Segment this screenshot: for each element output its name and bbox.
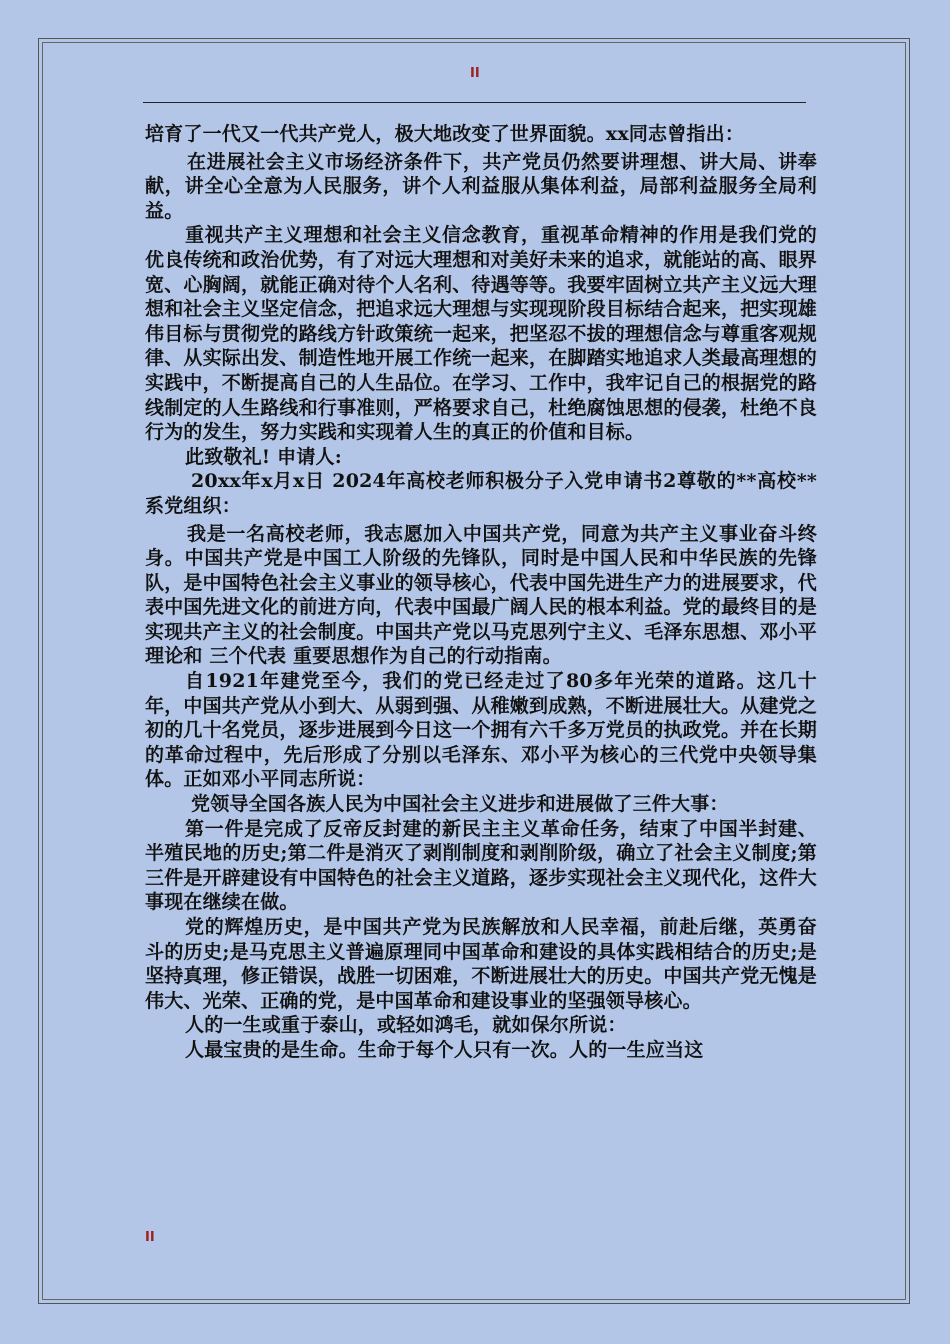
paragraph: 此致敬礼! 申请人: (185, 445, 342, 468)
paragraph: 党领导全国各族人民为中国社会主义进步和进展做了三件大事： (191, 793, 729, 816)
paragraph: 20xx年x月x日 2024年高校老师积极分子入党申请书2尊敬的**高校**系党组织： (145, 470, 817, 517)
paragraph: 我是一名高校老师，我志愿加入中国共产党，同意为共产主义事业奋斗终身。中国共产党是中国工人阶级的先锋队，同时是中国人民和中华民族的先锋队，是中国特色社会主义事业的领导核心，代表中国先进生产力的进展要求，代表中国先进文化的前进方向，代表中国最广阔人民的根本利益。党的最终目的是实现共产主义的社会制度。中国共产党以马克思列宁主义、毛泽东思想、邓小平理论和 三个代表 重要思想作为自己的行动指南。 (145, 522, 818, 668)
header-mark: II (470, 66, 480, 81)
header-rule (143, 102, 806, 103)
paragraph: 人的一生或重于泰山，或轻如鸿毛，就如保尔所说： (185, 1014, 627, 1037)
paragraph: 重视共产主义理想和社会主义信念教育，重视革命精神的作用是我们党的优良传统和政治优势，有了对远大理想和对美好未来的追求，就能站的高、眼界宽、心胸阔，就能正确对待个人名利、待遇等等。我要牢固树立共产主义远大理想和社会主义坚定信念，把追求远大理想与实现现阶段目标结合起来，把实现雄伟目标与贯彻党的路线方针政策统一起来，把坚忍不拔的理想信念与尊重客观规律、从实际出发、制造性地开展工作统一起来，在脚踏实地追求人类最高理想的实践中，不断提高自己的人生品位。在学习、工作中，我牢记自己的根据党的路线制定的人生路线和行事准则，严格要求自己，杜绝腐蚀思想的侵袭，杜绝不良行为的发生，努力实践和实现着人生的真正的价值和目标。 (145, 224, 818, 444)
paragraph: 培育了一代又一代共产党人，极大地改变了世界面貌。xx同志曾指出： (145, 123, 745, 145)
paragraph: 人最宝贵的是生命。生命于每个人只有一次。人的一生应当这 (185, 1038, 704, 1061)
paragraph: 第一件是完成了反帝反封建的新民主主义革命任务，结束了中国半封建、半殖民地的历史;第二件是消灭了剥削制度和剥削阶级，确立了社会主义制度;第三件是开辟建设有中国特色的社会主义道路，逐步实现社会主义现代化，这件大事现在继续在做。 (145, 817, 818, 914)
paragraph: 党的辉煌历史，是中国共产党为民族解放和人民幸福，前赴后继，英勇奋斗的历史;是马克思主义普遍原理同中国革命和建设的具体实践相结合的历史;是坚持真理，修正错误，战胜一切困难，不断进展壮大的历史。中国共产党无愧是伟大、光荣、正确的党，是中国革命和建设事业的坚强领导核心。 (145, 916, 818, 1012)
footer-mark: II (145, 1230, 155, 1245)
paragraph: 自1921年建党至今，我们的党已经走过了80多年光荣的道路。这几十年，中国共产党从小到大、从弱到强、从稚嫩到成熟，不断进展壮大。从建党之初的几十名党员，逐步进展到今日这一个拥有六千多万党员的执政党。并在长期的革命过程中，先后形成了分别以毛泽东、邓小平为核心的三代党中央领导集体。正如邓小平同志所说： (145, 670, 818, 791)
paragraph: 在进展社会主义市场经济条件下，共产党员仍然要讲理想、讲大局、讲奉献，讲全心全意为人民服务，讲个人利益服从集体利益，局部利益服务全局利益。 (145, 150, 817, 222)
document-body (145, 122, 817, 1063)
